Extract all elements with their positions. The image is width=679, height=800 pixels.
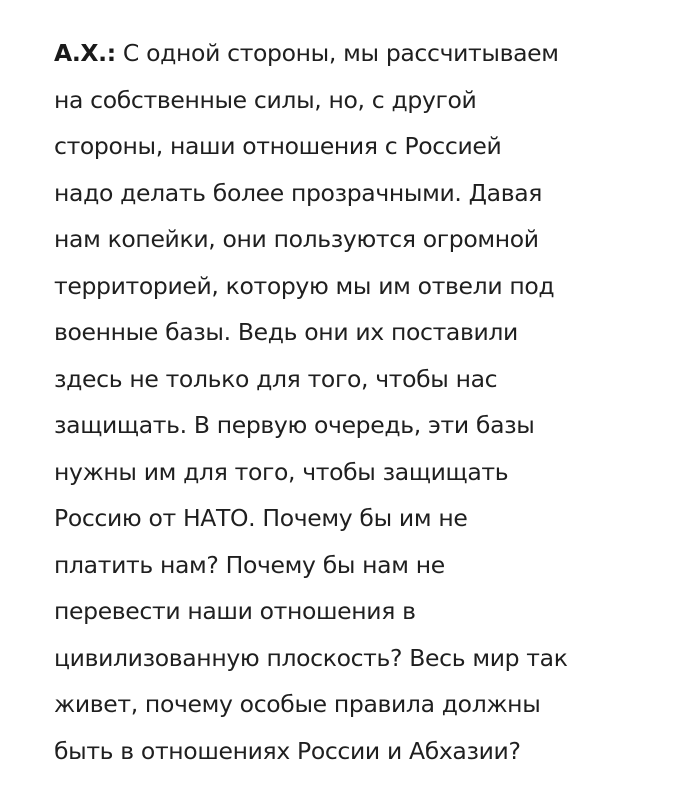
text-line-10: нужны им для того, чтобы защищать: [54, 457, 509, 486]
interview-answer: [54, 30, 654, 774]
text-line-1: А.Х.: С одной стороны, мы рассчитываем: [54, 39, 559, 67]
text-line-3: стороны, наши отношения с Россией: [54, 132, 502, 160]
text-line-15: живет, почему особые правила должны: [54, 690, 541, 718]
text-line-4: надо делать более прозрачными. Давая: [54, 178, 543, 207]
text-line-13: перевести наши отношения в: [54, 597, 416, 625]
text-line-16: быть в отношениях России и Абхазии?: [54, 736, 521, 765]
text-line-5: нам копейки, они пользуются огромной: [54, 225, 539, 253]
speaker-label: А.Х.:: [54, 39, 116, 67]
text-line-8: здесь не только для того, чтобы нас: [54, 364, 498, 393]
text-line-12: платить нам? Почему бы нам не: [54, 550, 445, 579]
text-line-2: на собственные силы, но, с другой: [54, 85, 477, 114]
text-line-11: Россию от НАТО. Почему бы им не: [54, 504, 468, 532]
text-line-7: военные базы. Ведь они их поставили: [54, 318, 518, 346]
text-line-6: территорией, которую мы им отвели под: [54, 271, 555, 300]
text-line-9: защищать. В первую очередь, эти базы: [54, 411, 535, 439]
text-line-14: цивилизованную плоскость? Весь мир так: [54, 643, 568, 672]
